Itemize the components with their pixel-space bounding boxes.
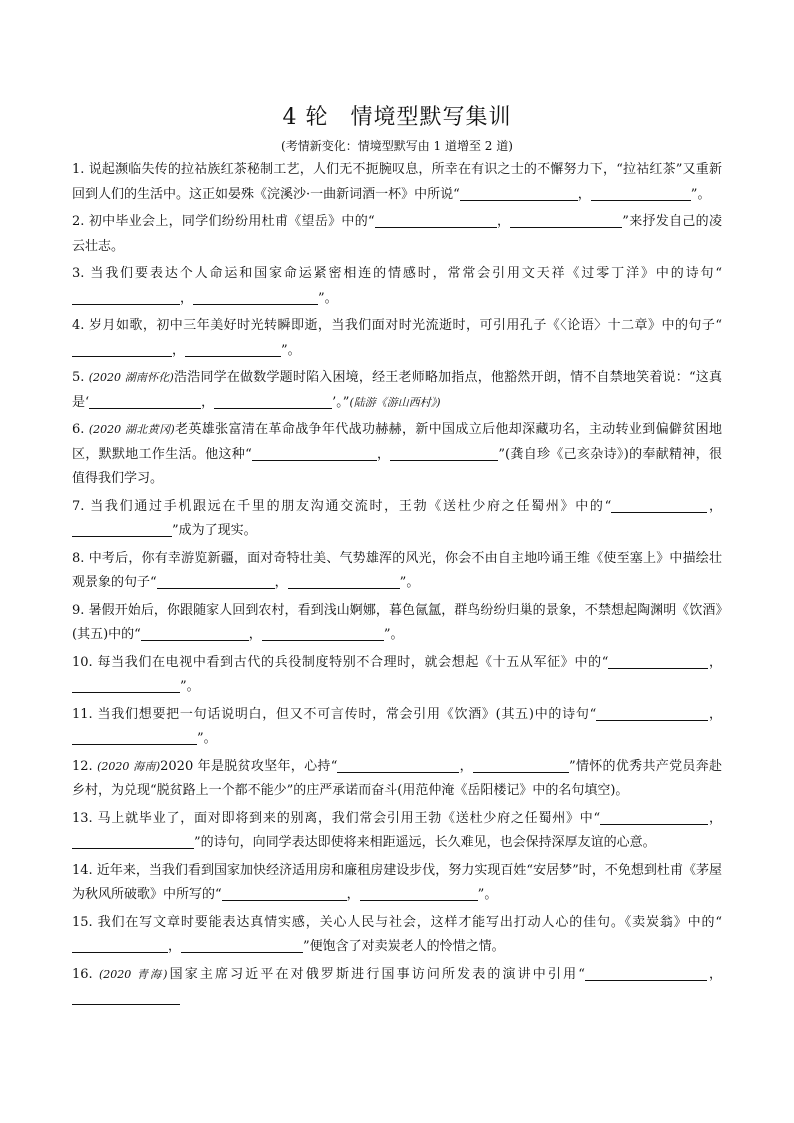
- answer-blank[interactable]: [222, 884, 347, 901]
- question-source-tag: (陆游《游山西村》): [349, 395, 441, 409]
- question-separator: ，: [346, 887, 360, 902]
- question-number: 11.: [72, 706, 98, 722]
- answer-blank[interactable]: [72, 832, 194, 849]
- question-item: [72, 807, 722, 856]
- answer-blank[interactable]: [390, 444, 498, 461]
- question-text-end: ”。: [399, 575, 420, 590]
- question-separator: ，: [168, 939, 182, 954]
- question-text: 浩浩同学在做数学题时陷入困境，经王老师略加指点，他豁然开朗，情不自禁地笑着说：“这真是‘: [72, 370, 722, 410]
- question-separator: ，: [459, 758, 473, 774]
- question-number: 2.: [72, 214, 89, 229]
- question-item: [72, 859, 722, 908]
- question-separator: ，: [201, 394, 215, 410]
- question-item: [72, 651, 722, 700]
- question-text-end: ”来抒发自己的凌云壮志。: [72, 214, 722, 254]
- question-text: 暑假开始后，你跟随家人回到农村，看到浅山婀娜，暮色氤氲，群鸟纷纷归巢的景象，不禁想起陶渊明《饮酒》(其五)中的“: [72, 602, 722, 642]
- question-number: 5.: [72, 370, 89, 385]
- answer-blank[interactable]: [585, 964, 707, 981]
- question-text-end: ”。: [383, 627, 404, 642]
- question-separator: ，: [376, 446, 391, 462]
- question-number: 12.: [72, 758, 98, 774]
- question-text: 当我们通过手机跟远在千里的朋友沟通交流时，王勃《送杜少府之任蜀州》中的“: [90, 498, 612, 514]
- page-subtitle: (考情新变化：情境型默写由 1 道增至 2 道): [281, 139, 513, 153]
- question-text: 当我们想要把一句话说明白，但又不可言传时，常会引用《饮酒》(其五)中的诗句“: [97, 706, 597, 722]
- question-text: 初中毕业会上，同学们纷纷用杜甫《望岳》中的“: [88, 214, 375, 229]
- question-text: 岁月如歌，初中三年美好时光转瞬即逝，当我们面对时光流逝时，可引用孔子《〈论语〉十二章》中的句子“: [89, 318, 722, 333]
- answer-blank[interactable]: [591, 184, 691, 201]
- question-text: 老英雄张富清在革命战争年代战功赫赫，新中国成立后他却深藏功名，主动转业到偏僻贫困地区，默默地工作生活。他这种“: [72, 422, 722, 462]
- answer-blank[interactable]: [473, 756, 569, 773]
- question-item: [72, 963, 722, 1012]
- question-item: [72, 210, 722, 259]
- question-text: 近年来，当我们看到国家加快经济适用房和廉租房建设步伐，努力实现百姓“安居梦”时，不免想到杜甫《茅屋为秋风所破歌》中所写的“: [72, 862, 722, 902]
- question-text: 每当我们在电视中看到古代的兵役制度特别不合理时，就会想起《十五从军征》中的“: [97, 654, 609, 670]
- answer-blank[interactable]: [181, 936, 303, 953]
- question-text-end: ”情怀的优秀共产党员奔赴乡村，为兑现“脱贫路上一个都不能少”的庄严承诺而奋斗(用范仲淹《岳阳楼记》中的名句填空)。: [72, 758, 722, 798]
- answer-blank[interactable]: [157, 572, 275, 589]
- title-number: 4 轮: [282, 105, 329, 130]
- question-text-end: ”。: [197, 731, 217, 746]
- question-number: 4.: [72, 318, 90, 333]
- question-source-tag: (2020 海南): [97, 759, 161, 773]
- question-separator: ，: [274, 575, 288, 590]
- question-item: [72, 599, 722, 648]
- answer-blank[interactable]: [193, 288, 318, 305]
- answer-blank[interactable]: [262, 624, 384, 641]
- question-number: 3.: [72, 266, 91, 281]
- question-number: 1.: [72, 162, 89, 177]
- answer-blank[interactable]: [72, 936, 168, 953]
- question-text: 说起濒临失传的拉祜族红茶秘制工艺，人们无不扼腕叹息，所幸在有识之士的不懈努力下，“拉祜红茶”又重新回到人们的生活中。这正如晏殊《浣溪沙·一曲新词酒一杯》中所说“: [72, 162, 722, 202]
- title-text: 情境型默写集训: [350, 105, 512, 130]
- answer-blank[interactable]: [337, 756, 459, 773]
- question-number: 7.: [72, 498, 91, 514]
- question-text: 我们在写文章时要能表达真情实感，关心人民与社会，这样才能写出打动人心的佳句。《卖炭翁》中的“: [97, 914, 722, 930]
- question-text-end: ”。: [318, 290, 338, 306]
- question-separator: ，: [248, 627, 262, 642]
- question-text: 2020 年是脱贫攻坚年，心持“: [160, 758, 338, 774]
- answer-blank[interactable]: [375, 211, 497, 228]
- question-number: 14.: [72, 862, 97, 878]
- answer-blank[interactable]: [72, 340, 172, 357]
- question-item: [72, 418, 722, 492]
- question-list: [72, 158, 722, 1012]
- question-number: 6.: [72, 422, 89, 437]
- question-item: [72, 495, 722, 544]
- answer-blank[interactable]: [72, 728, 197, 745]
- question-separator: ，: [708, 706, 722, 722]
- question-text-end: ”。: [690, 186, 711, 202]
- answer-blank[interactable]: [510, 211, 622, 228]
- question-text: 当我们要表达个人命运和国家命运紧密相连的情感时，常常会引用文天祥《过零丁洋》中的诗句“: [90, 266, 722, 281]
- question-separator: ，: [706, 966, 722, 982]
- answer-blank[interactable]: [611, 496, 707, 513]
- question-text-end: ”。: [477, 887, 498, 902]
- question-text: 中考后，你有幸游览新疆，面对奇特壮美、气势雄浑的风光，你会不由自主地吟诵王维《使至塞上》中描绘壮观景象的句子“: [72, 550, 722, 590]
- answer-blank[interactable]: [141, 624, 249, 641]
- question-source-tag: (2020 青海): [98, 967, 168, 981]
- question-item: [72, 755, 722, 804]
- question-text-end: ”的诗句，向同学表达即使将来相距遥远，长久难见，也会保持深厚友谊的心意。: [194, 835, 656, 850]
- answer-blank[interactable]: [72, 676, 180, 693]
- answer-blank[interactable]: [89, 392, 201, 409]
- question-separator: ，: [708, 654, 722, 670]
- question-text: 国家主席习近平在对俄罗斯进行国事访问所发表的演讲中引用“: [167, 966, 585, 982]
- question-source-tag: (2020 湖南怀化): [88, 371, 174, 384]
- question-item: [72, 366, 722, 415]
- answer-blank[interactable]: [360, 884, 478, 901]
- question-text-end: ”成为了现实。: [172, 523, 257, 538]
- question-item: [72, 703, 722, 752]
- question-number: 9.: [72, 602, 89, 618]
- answer-blank[interactable]: [72, 288, 180, 305]
- answer-blank[interactable]: [600, 808, 708, 825]
- answer-blank[interactable]: [72, 520, 172, 537]
- answer-blank[interactable]: [72, 988, 180, 1005]
- answer-blank[interactable]: [214, 392, 332, 409]
- answer-blank[interactable]: [288, 572, 400, 589]
- question-separator: ，: [496, 214, 511, 229]
- question-number: 10.: [72, 654, 98, 670]
- question-separator: ，: [172, 342, 186, 358]
- page-title: [72, 100, 722, 131]
- question-item: [72, 911, 722, 960]
- answer-blank[interactable]: [252, 444, 377, 461]
- question-text-end: ”。: [180, 679, 200, 694]
- question-source-tag: (2020 湖北黄冈): [88, 423, 175, 436]
- answer-blank[interactable]: [596, 704, 708, 721]
- answer-blank[interactable]: [185, 340, 281, 357]
- answer-blank[interactable]: [460, 184, 578, 201]
- question-text-end: ’。”: [332, 394, 350, 410]
- question-text-end: ”便饱含了对卖炭老人的怜惜之情。: [303, 939, 505, 954]
- question-number: 16.: [72, 966, 99, 982]
- question-separator: ，: [180, 290, 194, 306]
- question-separator: ，: [577, 186, 591, 202]
- question-separator: ，: [708, 810, 722, 826]
- question-item: [72, 547, 722, 596]
- answer-blank[interactable]: [608, 652, 708, 669]
- question-text: 马上就毕业了，面对即将到来的别离，我们常会引用王勃《送杜少府之任蜀州》中“: [97, 810, 601, 826]
- question-item: [72, 262, 722, 311]
- question-number: 13.: [72, 810, 98, 826]
- question-number: 8.: [72, 550, 89, 566]
- question-text-end: ”。: [281, 342, 301, 358]
- question-text-end: ”(龚自珍《己亥杂诗》)的奉献精神，很值得我们学习。: [72, 446, 722, 486]
- question-separator: ，: [707, 498, 722, 514]
- question-item: [72, 158, 722, 207]
- question-item: [72, 314, 722, 363]
- question-number: 15.: [72, 914, 98, 930]
